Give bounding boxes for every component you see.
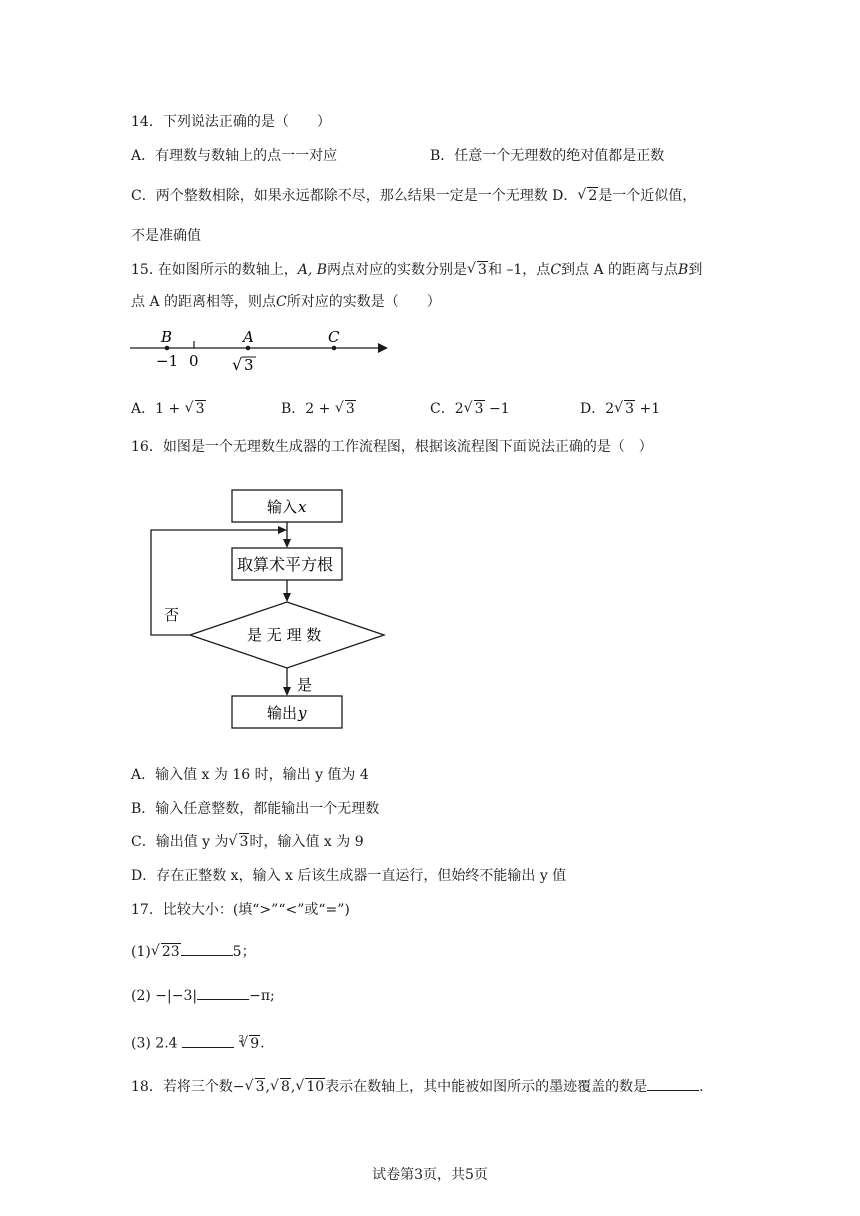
q16-option-a: A．输入值 x 为 16 时，输出 y 值为 4 — [131, 767, 369, 783]
flow-decision-label: 是 无 理 数 — [247, 626, 322, 644]
q14-stem: 14．下列说法正确的是（ ） — [131, 114, 331, 130]
point-a — [246, 346, 251, 351]
point-c — [332, 346, 337, 351]
q15-var-b: B — [678, 262, 689, 278]
q16-option-d: D．存在正整数 x，输入 x 后该生成器一直运行，但始终不能输出 y 值 — [131, 868, 567, 884]
q15-text: 两点对应的实数分别是 — [327, 262, 468, 278]
q16-option-b: B．输入任意整数，都能输出一个无理数 — [131, 801, 380, 817]
label-a: A — [243, 328, 254, 346]
q15-number-line — [126, 326, 396, 376]
q15-var-c: C — [276, 294, 287, 310]
q15-text: 所对应的实数是（ ） — [286, 294, 441, 310]
flow-arrowhead-1-icon — [283, 539, 291, 548]
q16-option-c: C．输出值 y 为√ 3时，输入值 x 为 9 — [131, 832, 364, 852]
q14-option-b: B．任意一个无理数的绝对值都是正数 — [430, 148, 665, 164]
flow-output-label: 输出 — [267, 704, 298, 722]
q17-part2: (2) −|−3| −π; — [131, 988, 275, 1004]
flow-yes-label: 是 — [297, 676, 313, 694]
q15-option-a: A．1 + √ 3 — [131, 399, 206, 419]
q15-text: 到点 A 的距离与点 — [561, 262, 679, 278]
flow-process-label: 取算术平方根 — [237, 555, 334, 574]
label-b: B — [161, 328, 173, 346]
flow-arrowhead-2-icon — [283, 593, 291, 602]
axis-arrow-icon — [378, 343, 388, 353]
q15-var-c: C — [550, 262, 562, 278]
q16-flowchart — [140, 484, 400, 734]
q15-option-d: D．2√ 3 +1 — [580, 399, 660, 419]
tick-label-0: 0 — [189, 352, 199, 370]
tick-sqrt-sign: √ — [232, 355, 243, 374]
q14-option-d-text: 是一个近似值， — [598, 188, 697, 204]
q15-text: 到 — [688, 262, 703, 278]
flow-input-var: x — [298, 498, 307, 516]
q14-sqrt2: √ 2 — [578, 186, 598, 206]
answer-blank[interactable] — [647, 1078, 699, 1091]
flow-no-label: 否 — [164, 606, 180, 624]
point-b — [165, 346, 170, 351]
q17-part1: (1)√ 23 5； — [131, 942, 256, 962]
q16-stem: 16．如图是一个无理数生成器的工作流程图，根据该流程图下面说法正确的是（ ） — [131, 439, 653, 455]
answer-blank[interactable] — [182, 1035, 234, 1048]
q15-stem-line1 — [131, 260, 702, 280]
q17-stem: 17．比较大小：(填“>”“<”或“=”) — [131, 902, 350, 918]
q18-stem: 18．若将三个数−√ 3,√ 8,√ 10表示在数轴上，其中能被如图所示的墨迹覆盖的数是 . — [131, 1077, 704, 1097]
q14-option-c-text: C．两个整数相除，如果永远都除不尽，那么结果一定是一个无理数 D． — [131, 188, 578, 204]
q15-stem-line2 — [131, 292, 441, 312]
q15-text: 和 –1，点 — [487, 262, 551, 278]
q15-text: 点 A 的距离相等，则点 — [131, 294, 277, 310]
q17-part3: (3) 2.4 $^3$√ 9. — [131, 1030, 265, 1054]
page-footer: 试卷第3页，共5页 — [372, 1167, 488, 1183]
flow-input-label: 输入 — [267, 498, 298, 516]
q14-option-d-line2: 不是准确值 — [131, 228, 201, 244]
q15-text: 15. 在如图所示的数轴上， — [131, 262, 298, 278]
flow-arrowhead-3-icon — [283, 687, 291, 696]
q15-var-ab: A, B — [297, 262, 328, 278]
tick-label-sqrt3: 3 — [244, 356, 254, 374]
q15-sqrt3: √ 3 — [468, 260, 488, 280]
flow-loop-arrowhead-icon — [278, 526, 287, 534]
q15-option-c: C．2√ 3 −1 — [430, 399, 510, 419]
q14-option-a: A．有理数与数轴上的点一一对应 — [131, 148, 338, 164]
answer-blank[interactable] — [181, 943, 233, 956]
tick-label-neg1: −1 — [156, 352, 179, 370]
answer-blank[interactable] — [197, 987, 249, 1000]
label-c: C — [328, 328, 340, 346]
flow-output-var: y — [298, 704, 307, 722]
q14-option-c-d — [131, 186, 696, 206]
q15-option-b: B．2 + √ 3 — [281, 399, 356, 419]
